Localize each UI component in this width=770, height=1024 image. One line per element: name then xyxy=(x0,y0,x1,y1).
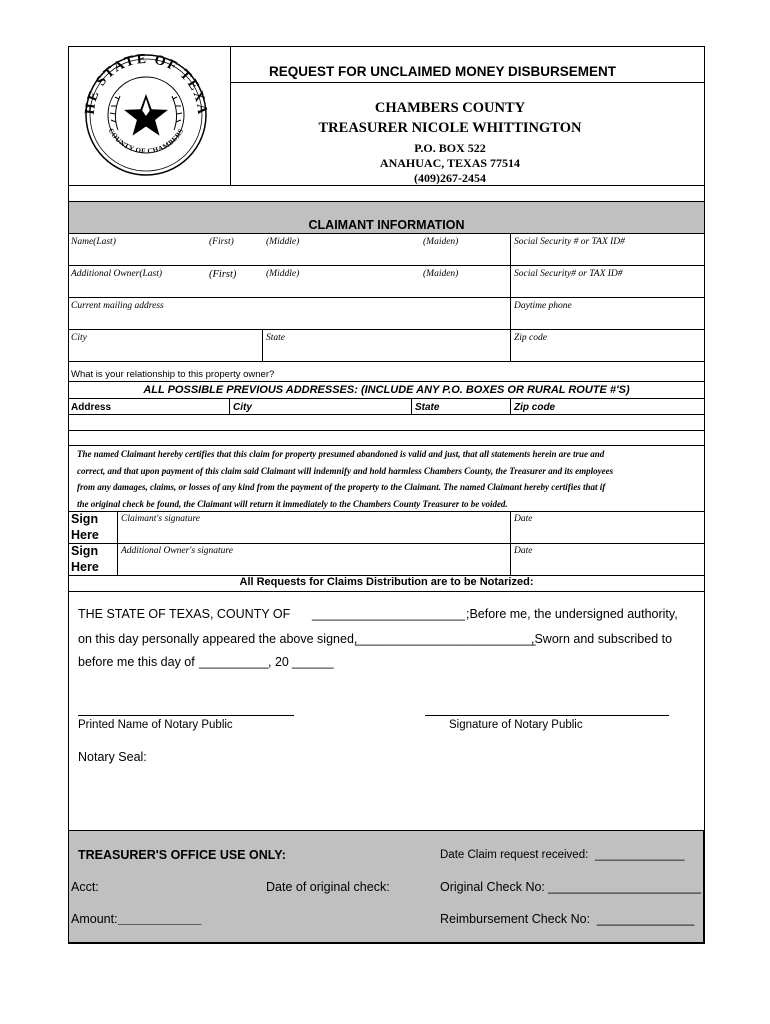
previous-addresses-title: ALL POSSIBLE PREVIOUS ADDRESSES: (INCLUDE ANY P.O. BOXES OR RURAL ROUTE #'S) xyxy=(143,384,630,396)
rule xyxy=(68,398,705,399)
notary-before-me: ;Before me, the undersigned authority, xyxy=(466,607,678,621)
claimant-section-title: CLAIMANT INFORMATION xyxy=(308,218,465,232)
reimbursement-blank[interactable]: ______________ xyxy=(597,912,695,926)
rule xyxy=(68,185,705,186)
amount-blank[interactable]: ____________ xyxy=(118,912,202,926)
notary-state-county: THE STATE OF TEXAS, COUNTY OF xyxy=(78,607,291,621)
claimant-date-field[interactable]: Date xyxy=(514,514,533,524)
notary-signature-label: Signature of Notary Public xyxy=(449,719,583,731)
middle-name-field[interactable]: (Middle) xyxy=(266,237,300,247)
maiden-name-field[interactable]: (Maiden) xyxy=(423,237,459,247)
rule xyxy=(510,233,511,329)
certification-line: from any damages, claims, or losses of any kind from the payment of the property to the Claimant. The named Claimant hereby certifies that if xyxy=(77,482,606,492)
owner-maiden-field[interactable]: (Maiden) xyxy=(423,269,459,279)
certification-line: the original check be found, the Claimant will return it immediately to the Chambers County Treasurer to be voided. xyxy=(77,498,508,509)
office-use-title: TREASURER'S OFFICE USE ONLY: xyxy=(78,848,286,862)
form-title: REQUEST FOR UNCLAIMED MONEY DISBURSEMENT xyxy=(268,64,617,79)
daytime-phone-field[interactable]: Daytime phone xyxy=(514,301,572,311)
date-original-check-label: Date of original check: xyxy=(266,880,390,894)
mailing-address-field[interactable]: Current mailing address xyxy=(71,301,164,311)
notary-day-blank[interactable]: __________ xyxy=(199,655,269,669)
certification-line: correct, and that upon payment of this claim said Claimant will indemnify and hold harmless Chambers County, the Treasurer and its employees xyxy=(77,465,614,476)
reimbursement-label: Reimbursement Check No: xyxy=(440,912,591,926)
previous-address-row[interactable] xyxy=(69,415,704,430)
star-icon xyxy=(124,94,168,136)
county-name: CHAMBERS COUNTY xyxy=(374,100,526,116)
notary-year-blank[interactable]: ______ xyxy=(292,655,334,669)
original-check-label: Original Check No: xyxy=(440,880,545,894)
first-name-field[interactable]: (First) xyxy=(209,237,234,247)
original-check-blank[interactable]: ______________________ xyxy=(548,880,701,894)
notary-appeared: on this day personally appeared the above signed, xyxy=(78,632,358,646)
amount-label: Amount: xyxy=(71,912,118,926)
office-phone: (409)267-2454 xyxy=(414,171,486,185)
city-field[interactable]: City xyxy=(71,333,87,343)
date-received-label: Date Claim request received: xyxy=(440,849,589,861)
rule xyxy=(262,329,263,361)
certification-text xyxy=(77,446,697,512)
rule xyxy=(68,329,705,330)
notary-signature-line[interactable] xyxy=(425,715,669,716)
owner-date-field[interactable]: Date xyxy=(514,546,533,556)
sign-here-text: Sign xyxy=(71,544,99,558)
notarize-notice: All Requests for Claims Distribution are to be Notarized: xyxy=(239,576,534,588)
acct-label: Acct: xyxy=(71,880,99,894)
title-underline xyxy=(230,82,705,83)
printed-name-label: Printed Name of Notary Public xyxy=(78,719,233,731)
previous-address-row[interactable] xyxy=(69,431,704,445)
sign-here-label xyxy=(71,511,99,543)
seal-bottom-text: COUNTY OF CHAMBERS xyxy=(106,126,186,156)
owner-signature-field[interactable]: Additional Owner's signature xyxy=(121,546,233,556)
rule xyxy=(68,543,705,544)
rule xyxy=(68,511,705,512)
notary-county-blank[interactable]: ______________________ xyxy=(312,607,465,621)
notary-sworn: ,Sworn and subscribed to xyxy=(531,632,673,646)
col-address: Address xyxy=(71,402,112,413)
zip-field[interactable]: Zip code xyxy=(514,333,547,343)
notary-year-prefix: , 20 xyxy=(268,655,289,669)
ssn-field[interactable]: Social Security # or TAX ID# xyxy=(514,237,625,247)
state-field[interactable]: State xyxy=(266,333,285,343)
rule xyxy=(68,233,705,234)
notary-before-day: before me this day of xyxy=(78,655,195,669)
rule xyxy=(411,398,412,414)
notary-seal-label: Notary Seal: xyxy=(78,750,147,764)
rule xyxy=(229,398,230,414)
sign-here-label xyxy=(71,543,99,575)
rule xyxy=(68,381,705,382)
certification-line: The named Claimant hereby certifies that this claim for property presumed abandoned is valid and just, that all statements herein are true and xyxy=(77,449,605,459)
rule xyxy=(68,591,705,592)
rule xyxy=(510,329,511,361)
owner-last-field[interactable]: Additional Owner(Last) xyxy=(71,269,163,279)
po-box: P.O. BOX 522 xyxy=(414,141,486,155)
claimant-signature-field[interactable]: Claimant's signature xyxy=(121,514,201,524)
county-seal xyxy=(76,52,216,178)
rule xyxy=(68,265,705,266)
owner-middle-field[interactable]: (Middle) xyxy=(266,269,300,279)
owner-first-field[interactable]: (First) xyxy=(209,269,237,280)
col-zip: Zip code xyxy=(514,402,556,413)
treasurer-name: TREASURER NICOLE WHITTINGTON xyxy=(318,120,582,136)
rule xyxy=(68,297,705,298)
notary-name-blank[interactable]: __________________________ xyxy=(355,632,536,646)
sign-here-text: Here xyxy=(71,560,99,574)
relationship-field[interactable]: What is your relationship to this property owner? xyxy=(71,369,275,380)
city-state-zip: ANAHUAC, TEXAS 77514 xyxy=(379,156,521,170)
rule xyxy=(68,361,705,362)
sign-here-text: Here xyxy=(71,528,99,542)
col-city: City xyxy=(233,402,252,413)
svg-text:COUNTY OF CHAMBERS xyxy=(107,127,186,155)
owner-ssn-field[interactable]: Social Security# or TAX ID# xyxy=(514,269,623,279)
col-state: State xyxy=(415,402,440,413)
date-received-blank[interactable]: ______________ xyxy=(595,849,685,861)
printed-name-line[interactable] xyxy=(78,715,294,716)
name-last-field[interactable]: Name(Last) xyxy=(71,237,116,247)
sign-here-text: Sign xyxy=(71,512,99,526)
seal-top-text: HE STATE OF TEXA xyxy=(82,52,210,117)
rule xyxy=(510,398,511,414)
